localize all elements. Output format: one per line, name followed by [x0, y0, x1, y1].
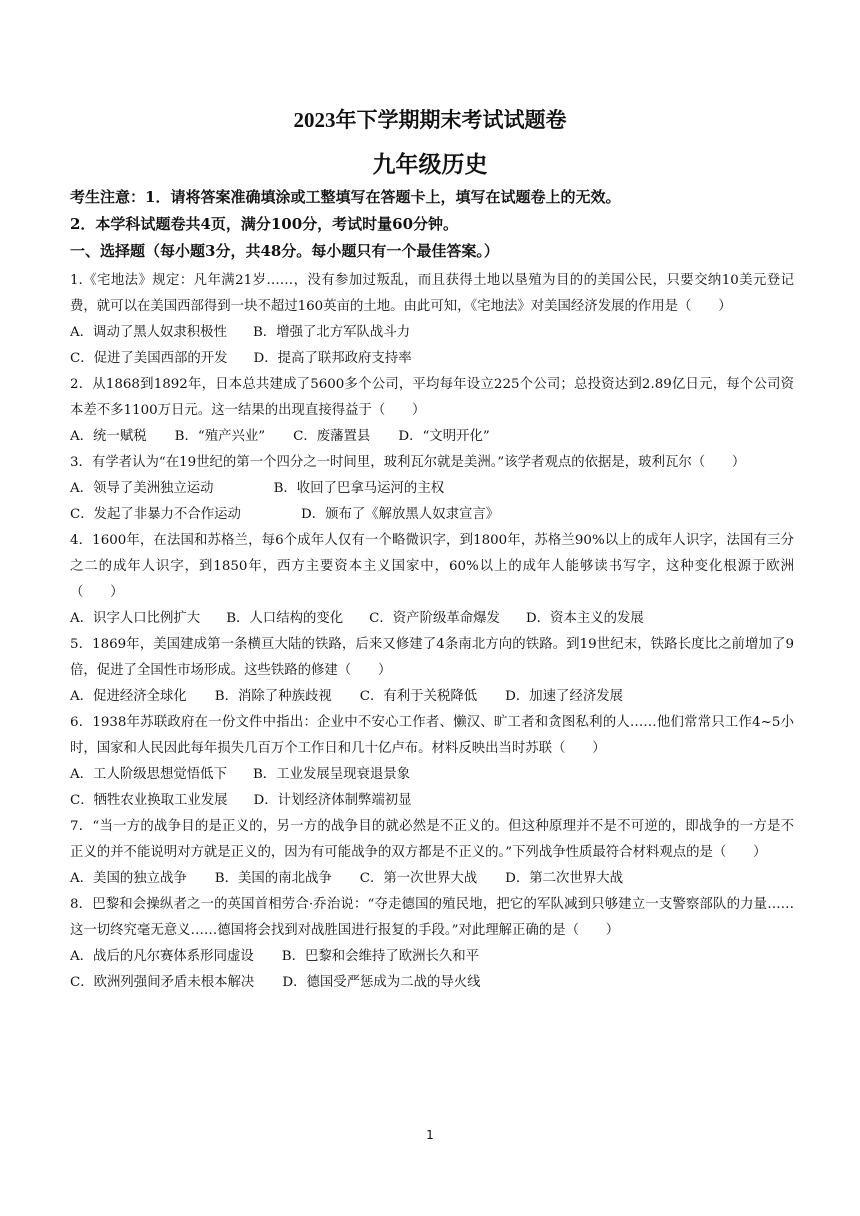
- question-stem: 2．从1868到1892年，日本总共建成了5600多个公司，平均每年设立225个公司；总投资达到2.89亿日元，每个公司资本差不多1100万日元。这一结果的出现直接得益于（ ）: [70, 377, 794, 418]
- option-row: [70, 684, 794, 710]
- option-row: [70, 502, 794, 528]
- exam-subtitle: 九年级历史: [372, 152, 488, 177]
- option-b[interactable]: B．增强了北方军队战斗力: [252, 325, 411, 340]
- option-row: [70, 970, 794, 996]
- question-stem: 7．“当一方的战争目的是正义的，另一方的战争目的就必然是不正义的。但这种原理并不是不可逆的，即战争的一方是不正义的并不能说明对方就是正义的，因为有可能战争的双方都是不正义的。”下列战争性质最符合材料观点的是（ ）: [70, 819, 794, 860]
- option-b[interactable]: B．人口结构的变化: [226, 611, 344, 626]
- option-a[interactable]: A．统一赋税: [70, 429, 147, 444]
- option-row: [70, 346, 794, 372]
- option-d[interactable]: D．颁布了《解放黑人奴隶宣言》: [300, 507, 500, 522]
- option-d[interactable]: D．计划经济体制弊端初显: [253, 793, 412, 808]
- option-c[interactable]: C．发起了非暴力不合作运动: [70, 507, 241, 522]
- option-b[interactable]: B．收回了巴拿马运河的主权: [273, 481, 445, 496]
- question-6: [70, 710, 794, 814]
- option-c[interactable]: C．有利于关税降低: [359, 689, 478, 704]
- option-row: [70, 320, 794, 346]
- option-a[interactable]: A．工人阶级思想觉悟低下: [70, 767, 227, 782]
- question-3: [70, 450, 794, 528]
- option-d[interactable]: D．资本主义的发展: [525, 611, 644, 626]
- question-4: [70, 528, 794, 632]
- page-number: 1: [426, 1128, 434, 1142]
- question-stem: 5．1869年，美国建成第一条横亘大陆的铁路，后来又修建了4条南北方向的铁路。到19世纪末，铁路长度比之前增加了9倍，促进了全国性市场形成。这些铁路的修建（ ）: [70, 637, 794, 678]
- option-a[interactable]: A．识字人口比例扩大: [70, 611, 201, 626]
- question-stem: 1.《宅地法》规定：凡年满21岁……，没有参加过叛乱，而且获得土地以垦殖为目的的美国公民，只要交纳10美元登记费，就可以在美国西部得到一块不超过160英亩的土地。由此可知，《宅地法》对美国经济发展的作用是（ ）: [70, 273, 794, 314]
- option-b[interactable]: B．巴黎和会维持了欧洲长久和平: [281, 949, 480, 964]
- question-1: [70, 268, 794, 372]
- option-c[interactable]: C．促进了美国西部的开发: [70, 351, 228, 366]
- option-c[interactable]: C．资产阶级革命爆发: [369, 611, 500, 626]
- option-d[interactable]: D．德国受严惩成为二战的导火线: [282, 975, 481, 990]
- question-7: [70, 814, 794, 892]
- question-8: [70, 892, 794, 996]
- option-a[interactable]: A．战后的凡尔赛体系形同虚设: [70, 949, 254, 964]
- option-a[interactable]: A．促进经济全球化: [70, 689, 187, 704]
- option-c[interactable]: C．欧洲列强间矛盾未根本解决: [70, 975, 255, 990]
- option-c[interactable]: C．第一次世界大战: [359, 871, 478, 886]
- option-b[interactable]: B．“殖产兴业”: [174, 429, 266, 444]
- option-a[interactable]: A．领导了美洲独立运动: [70, 481, 214, 496]
- option-row: [70, 866, 794, 892]
- option-b[interactable]: B．消除了种族歧视: [214, 689, 332, 704]
- section-heading: 一、选择题（每小题3分，共48分。每小题只有一个最佳答案。）: [70, 242, 499, 260]
- exam-title: 2023年下学期期末考试试题卷: [293, 108, 567, 132]
- question-stem: 6．1938年苏联政府在一份文件中指出：企业中不安心工作者、懒汉、旷工者和贪图私利的人……他们常常只工作4~5小时，国家和人民因此每年损失几百万个工作日和几十亿卢布。材料反映出当时苏联（ ）: [70, 715, 794, 756]
- option-c[interactable]: C．牺牲农业换取工业发展: [70, 793, 228, 808]
- option-b[interactable]: B．工业发展呈现衰退景象: [252, 767, 411, 782]
- notice-line-1: 考生注意：1．请将答案准确填涂或工整填写在答题卡上，填写在试题卷上的无效。: [70, 188, 621, 206]
- notice-line-2: 2．本学科试题卷共4页，满分100分，考试时量60分钟。: [70, 215, 459, 233]
- option-row: [70, 788, 794, 814]
- option-row: [70, 476, 794, 502]
- question-stem: 8．巴黎和会操纵者之一的英国首相劳合·乔治说：“夺走德国的殖民地，把它的军队减到只够建立一支警察部队的力量……这一切终究毫无意义……德国将会找到对战胜国进行报复的手段。”对此理解正确的是（ ）: [70, 897, 794, 938]
- question-5: [70, 632, 794, 710]
- option-b[interactable]: B．美国的南北战争: [214, 871, 332, 886]
- question-stem: 4．1600年，在法国和苏格兰，每6个成年人仅有一个略微识字，到1800年，苏格兰90%以上的成年人识字，法国有三分之二的成年人识字，到1850年，西方主要资本主义国家中，60%以上的成年人能够读书写字，这种变化根源于欧洲（ ）: [70, 533, 794, 600]
- option-row: [70, 762, 794, 788]
- option-d[interactable]: D．“文明开化”: [398, 429, 490, 444]
- option-row: [70, 424, 794, 450]
- question-list: [70, 268, 794, 996]
- option-row: [70, 606, 794, 632]
- option-a[interactable]: A．调动了黑人奴隶积极性: [70, 325, 227, 340]
- option-d[interactable]: D．提高了联邦政府支持率: [253, 351, 412, 366]
- option-d[interactable]: D．加速了经济发展: [505, 689, 624, 704]
- question-2: [70, 372, 794, 450]
- option-d[interactable]: D．第二次世界大战: [505, 871, 624, 886]
- option-a[interactable]: A．美国的独立战争: [70, 871, 187, 886]
- question-stem: 3．有学者认为“在19世纪的第一个四分之一时间里，玻利瓦尔就是美洲。”该学者观点的依据是，玻利瓦尔（ ）: [70, 455, 746, 470]
- option-row: [70, 944, 794, 970]
- option-c[interactable]: C．废藩置县: [293, 429, 371, 444]
